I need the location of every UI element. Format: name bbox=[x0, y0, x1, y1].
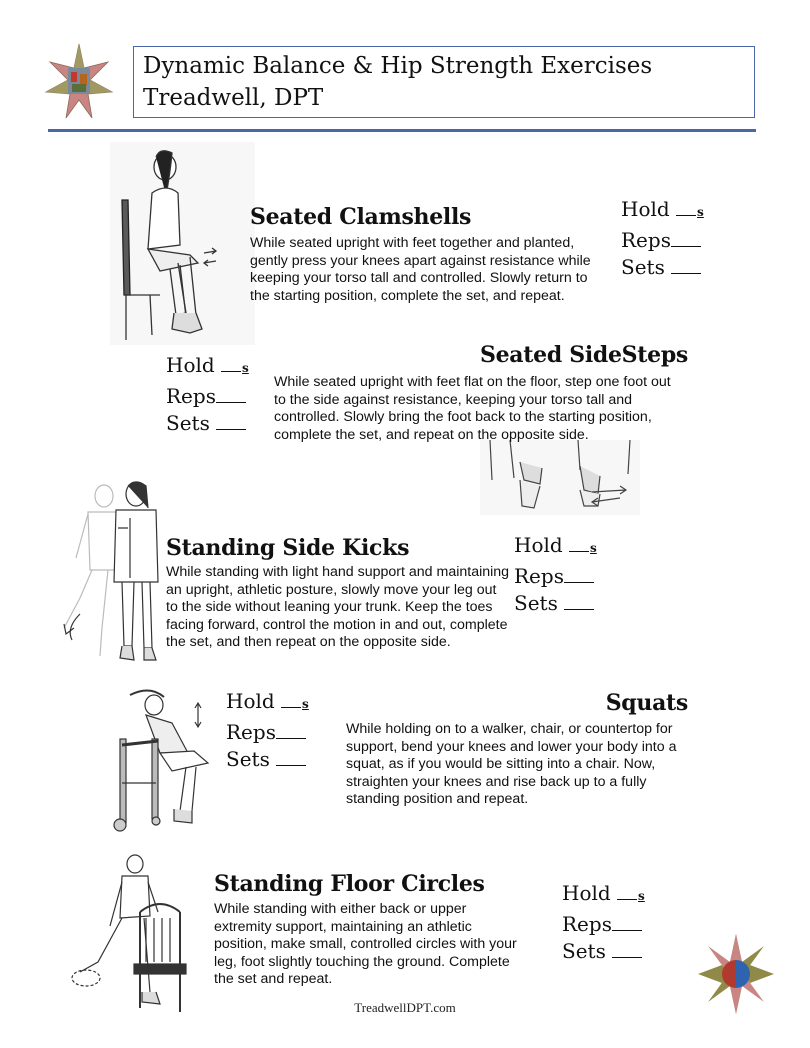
logo-star-icon bbox=[46, 44, 112, 118]
hold-label: Hold bbox=[514, 533, 563, 557]
document-author: Treadwell, DPT bbox=[143, 85, 324, 111]
seconds-unit: s bbox=[697, 205, 704, 219]
reps-blank bbox=[564, 565, 594, 583]
exercise-description-floor-circles: While standing with either back or upper extremity support, maintaining an athletic position, make small, controlled circles with your leg, foot slightly touching the ground. Complete the set and repeat. bbox=[214, 901, 517, 988]
seconds-unit: s bbox=[638, 889, 645, 903]
header-divider bbox=[48, 129, 756, 132]
hold-label: Hold bbox=[166, 353, 215, 377]
prescription-side-kicks bbox=[514, 532, 597, 618]
sets-label: Sets bbox=[621, 255, 665, 279]
squats-illustration bbox=[100, 683, 220, 833]
exercise-description-sidesteps: While seated upright with feet flat on the floor, step one foot out to the side against resistance, keeping your torso tall and controlled. Slowly bring the foot back to the starting position, complete the set, and repeat on the opposite side. bbox=[274, 374, 671, 443]
sets-blank bbox=[276, 748, 306, 766]
reps-label: Reps bbox=[514, 563, 564, 588]
exercise-title-floor-circles: Standing Floor Circles bbox=[214, 871, 485, 897]
clamshells-illustration bbox=[120, 145, 250, 345]
title-box bbox=[133, 46, 755, 118]
sets-blank bbox=[671, 256, 701, 274]
exercise-title-clamshells: Seated Clamshells bbox=[250, 204, 472, 230]
exercise-description-side-kicks: While standing with light hand support and maintaining an upright, athletic posture, slowly move your leg out to the side without leaning your trunk. Keep the toes facing forward, control the motion in and out, complete the set, and then repeat on the opposite side. bbox=[166, 564, 510, 651]
document-title: Dynamic Balance & Hip Strength Exercises bbox=[143, 53, 653, 79]
prescription-clamshells bbox=[621, 196, 704, 282]
seconds-unit: s bbox=[242, 361, 249, 375]
footer-website: TreadwellDPT.com bbox=[354, 1000, 456, 1015]
reps-label: Reps bbox=[166, 383, 216, 408]
hold-label: Hold bbox=[226, 689, 275, 713]
floor-circles-illustration bbox=[70, 852, 190, 1017]
side-kicks-illustration bbox=[58, 478, 168, 666]
prescription-squats bbox=[226, 688, 309, 774]
sets-label: Sets bbox=[166, 411, 210, 435]
hold-blank bbox=[221, 354, 241, 372]
prescription-sidesteps bbox=[166, 352, 249, 438]
hold-blank bbox=[676, 198, 696, 216]
reps-label: Reps bbox=[226, 719, 276, 744]
sets-blank bbox=[612, 940, 642, 958]
exercise-title-side-kicks: Standing Side Kicks bbox=[166, 535, 410, 561]
hold-blank bbox=[617, 882, 637, 900]
exercise-description-squats: While holding on to a walker, chair, or countertop for support, bend your knees and lower your body into a squat, as if you would be sitting into a chair. Now, straighten your knees and rise back up to a fully standing position and repeat. bbox=[346, 721, 677, 808]
reps-blank bbox=[612, 913, 642, 931]
hold-blank bbox=[569, 534, 589, 552]
exercise-description-clamshells: While seated upright with feet together and planted, gently press your knees apart against resistance while keeping your torso tall and controlled. Slowly return to the starting position, complete the set, and repeat. bbox=[250, 235, 591, 304]
sets-label: Sets bbox=[514, 591, 558, 615]
sets-blank bbox=[564, 592, 594, 610]
seconds-unit: s bbox=[590, 541, 597, 555]
exercise-title-squats: Squats bbox=[605, 690, 688, 716]
hold-label: Hold bbox=[562, 881, 611, 905]
reps-blank bbox=[671, 229, 701, 247]
sidesteps-illustration bbox=[480, 440, 640, 515]
sets-label: Sets bbox=[226, 747, 270, 771]
hold-label: Hold bbox=[621, 197, 670, 221]
reps-label: Reps bbox=[562, 911, 612, 936]
sets-blank bbox=[216, 412, 246, 430]
prescription-floor-circles bbox=[562, 880, 645, 966]
sets-label: Sets bbox=[562, 939, 606, 963]
reps-blank bbox=[276, 721, 306, 739]
exercise-title-sidesteps: Seated SideSteps bbox=[480, 342, 688, 368]
seconds-unit: s bbox=[302, 697, 309, 711]
hold-blank bbox=[281, 690, 301, 708]
reps-blank bbox=[216, 385, 246, 403]
reps-label: Reps bbox=[621, 227, 671, 252]
